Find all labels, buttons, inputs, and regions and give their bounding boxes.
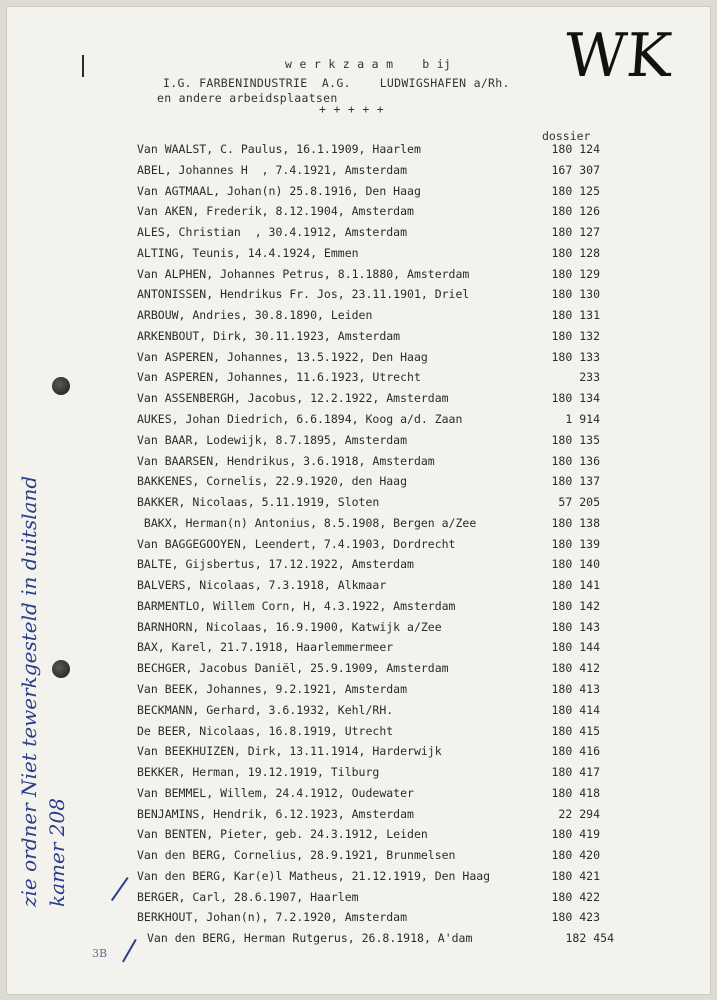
- dossier-number: [520, 412, 600, 426]
- dossier-prefix: 180: [551, 765, 573, 780]
- person-entry: Van AGTMAAL, Johan(n) 25.8.1916, Den Haag: [137, 183, 421, 198]
- dossier-suffix: 143: [579, 619, 600, 634]
- dossier-prefix: 180: [551, 723, 573, 738]
- dossier-suffix: 124: [579, 142, 600, 156]
- dossier-number: [520, 869, 600, 883]
- list-row: [7, 640, 710, 660]
- person-entry: BAKKER, Nicolaas, 5.11.1919, Sloten: [137, 495, 380, 510]
- dossier-number: [520, 225, 600, 239]
- person-entry: BECKMANN, Gerhard, 3.6.1932, Kehl/RH.: [137, 702, 394, 717]
- person-entry: Van ASSENBERGH, Jacobus, 12.2.1922, Amsterdam: [137, 391, 449, 406]
- person-entry: BAX, Karel, 21.7.1918, Haarlemmermeer: [137, 640, 394, 655]
- dossier-number: [520, 204, 600, 218]
- dossier-suffix: 423: [579, 910, 600, 925]
- dossier-column-header: dossier: [542, 129, 591, 143]
- dossier-prefix: 180: [551, 598, 573, 613]
- dossier-suffix: 421: [579, 868, 600, 883]
- dossier-prefix: 180: [551, 827, 573, 842]
- dossier-prefix: 180: [551, 183, 573, 198]
- dossier-number: [520, 661, 600, 675]
- dossier-prefix: 180: [551, 515, 573, 530]
- dossier-suffix: 138: [579, 515, 600, 530]
- dossier-prefix: 167: [551, 162, 573, 177]
- handwritten-margin-note: [17, 476, 69, 907]
- dossier-prefix: 180: [551, 204, 573, 219]
- dossier-suffix: 417: [579, 765, 600, 780]
- handwritten-initials: WK: [562, 21, 674, 91]
- dossier-number: [520, 287, 600, 301]
- dossier-number: [520, 910, 600, 924]
- dossier-prefix: 180: [551, 785, 573, 800]
- person-entry: Van BAGGEGOOYEN, Leendert, 7.4.1903, Dordrecht: [137, 536, 456, 551]
- list-row: [7, 703, 710, 723]
- person-entry: Van BEEK, Johannes, 9.2.1921, Amsterdam: [137, 682, 408, 697]
- list-row: [7, 433, 710, 453]
- dossier-prefix: 57: [558, 495, 573, 510]
- list-row: [7, 142, 710, 162]
- dossier-suffix: 420: [579, 848, 600, 863]
- dossier-suffix: 914: [579, 412, 600, 426]
- list-row: [7, 869, 710, 889]
- dossier-prefix: 180: [551, 640, 573, 655]
- dossier-number: [520, 807, 600, 821]
- dossier-number: [520, 474, 600, 488]
- list-row: [7, 744, 710, 764]
- person-entry: BALTE, Gijsbertus, 17.12.1922, Amsterdam: [137, 557, 414, 572]
- header-company: I.G. FARBENINDUSTRIE A.G. LUDWIGSHAFEN a/Rh.: [163, 76, 510, 90]
- dossier-number: [520, 765, 600, 779]
- dossier-number: [520, 557, 600, 571]
- person-entry: BAKX, Herman(n) Antonius, 8.5.1908, Bergen a/Zee: [137, 515, 477, 530]
- dossier-number: [520, 184, 600, 198]
- dossier-number: [520, 682, 600, 696]
- dossier-number: [534, 931, 614, 945]
- dossier-prefix: 180: [551, 536, 573, 551]
- person-entry: Van BEMMEL, Willem, 24.4.1912, Oudewater: [137, 785, 414, 800]
- dossier-prefix: 180: [551, 432, 573, 447]
- dossier-prefix: 180: [551, 702, 573, 717]
- person-entry: Van den BERG, Cornelius, 28.9.1921, Brunmelsen: [137, 848, 456, 863]
- dossier-prefix: 180: [551, 453, 573, 468]
- person-entry: Van BENTEN, Pieter, geb. 24.3.1912, Leiden: [137, 827, 428, 842]
- list-row: [7, 495, 710, 515]
- dossier-number: [520, 308, 600, 322]
- dossier-number: [520, 620, 600, 634]
- dossier-suffix: 141: [579, 578, 600, 593]
- dossier-suffix: 130: [579, 287, 600, 302]
- person-entry: BERGER, Carl, 28.6.1907, Haarlem: [137, 889, 359, 904]
- list-row: [7, 225, 710, 245]
- dossier-prefix: 180: [551, 619, 573, 634]
- dossier-number: [520, 827, 600, 841]
- list-row: [7, 287, 710, 307]
- dossier-suffix: 127: [579, 225, 600, 240]
- list-row: [7, 578, 710, 598]
- dossier-number: [520, 142, 600, 156]
- dossier-number: [520, 703, 600, 717]
- dossier-suffix: 307: [579, 162, 600, 177]
- dossier-prefix: 180: [551, 474, 573, 489]
- list-row: [7, 454, 710, 474]
- punch-hole-top: [52, 377, 70, 395]
- dossier-prefix: 180: [551, 848, 573, 863]
- list-row: [7, 267, 710, 287]
- dossier-suffix: 415: [579, 723, 600, 738]
- dossier-suffix: 454: [593, 931, 614, 946]
- dossier-suffix: 128: [579, 245, 600, 260]
- dossier-suffix: 140: [579, 557, 600, 572]
- dossier-prefix: 180: [551, 349, 573, 364]
- list-row: [7, 350, 710, 370]
- dossier-number: [520, 640, 600, 654]
- list-row: [7, 246, 710, 266]
- person-entry: ALES, Christian , 30.4.1912, Amsterdam: [137, 225, 408, 240]
- dossier-number: [520, 329, 600, 343]
- person-entry: AUKES, Johan Diedrich, 6.6.1894, Koog a/d. Zaan: [137, 412, 463, 426]
- dossier-prefix: 180: [551, 578, 573, 593]
- list-row: [7, 620, 710, 640]
- dossier-suffix: 419: [579, 827, 600, 842]
- list-row: [7, 412, 710, 432]
- person-entry: ALTING, Teunis, 14.4.1924, Emmen: [137, 245, 359, 260]
- list-row: [7, 765, 710, 785]
- list-row: [7, 163, 710, 183]
- document-page: [6, 6, 711, 995]
- person-entry: Van den BERG, Kar(e)l Matheus, 21.12.1919, Den Haag: [137, 868, 491, 883]
- dossier-number: [520, 578, 600, 592]
- list-row: [7, 724, 710, 744]
- dossier-number: [520, 724, 600, 738]
- dossier-prefix: 180: [551, 328, 573, 343]
- person-entry: BENJAMINS, Hendrik, 6.12.1923, Amsterdam: [137, 806, 414, 821]
- list-row: [7, 308, 710, 328]
- dossier-suffix: 137: [579, 474, 600, 489]
- dossier-number: [520, 786, 600, 800]
- list-row: [7, 599, 710, 619]
- dossier-suffix: 418: [579, 785, 600, 800]
- person-entry: ANTONISSEN, Hendrikus Fr. Jos, 23.11.1901, Driel: [137, 287, 470, 302]
- dossier-prefix: 180: [551, 910, 573, 925]
- list-row: [7, 370, 710, 390]
- dossier-suffix: 144: [579, 640, 600, 655]
- dossier-number: [520, 350, 600, 364]
- dossier-prefix: 180: [551, 557, 573, 572]
- list-row: [7, 910, 710, 930]
- person-entry: Van BEEKHUIZEN, Dirk, 13.11.1914, Harderwijk: [137, 744, 442, 759]
- dossier-suffix: 422: [579, 889, 600, 904]
- dossier-prefix: 180: [551, 682, 573, 697]
- dossier-prefix: 1: [565, 412, 573, 426]
- dossier-number: [520, 744, 600, 758]
- dossier-number: [520, 391, 600, 405]
- dossier-suffix: 416: [579, 744, 600, 759]
- list-row: [7, 682, 710, 702]
- dossier-suffix: 412: [579, 661, 600, 676]
- list-row: [7, 848, 710, 868]
- person-entry: Van AKEN, Frederik, 8.12.1904, Amsterdam: [137, 204, 414, 219]
- dossier-number: [520, 370, 600, 384]
- person-entry: BAKKENES, Cornelis, 22.9.1920, den Haag: [137, 474, 408, 489]
- list-row: [7, 204, 710, 224]
- list-row: [7, 329, 710, 349]
- list-row: [7, 931, 710, 951]
- dossier-prefix: 180: [551, 142, 573, 156]
- dossier-suffix: 136: [579, 453, 600, 468]
- dossier-number: [520, 495, 600, 509]
- dossier-number: [520, 516, 600, 530]
- list-row: [7, 184, 710, 204]
- person-entry: Van WAALST, C. Paulus, 16.1.1909, Haarlem: [137, 142, 421, 156]
- list-row: [7, 661, 710, 681]
- dossier-number: [520, 163, 600, 177]
- person-entry: ARKENBOUT, Dirk, 30.11.1923, Amsterdam: [137, 328, 401, 343]
- person-entry: BALVERS, Nicolaas, 7.3.1918, Alkmaar: [137, 578, 387, 593]
- dossier-suffix: 294: [579, 806, 600, 821]
- dossier-suffix: 233: [579, 370, 600, 385]
- dossier-prefix: 180: [551, 391, 573, 406]
- dossier-number: [520, 848, 600, 862]
- page-number: 3B: [92, 947, 108, 960]
- person-entry: ARBOUW, Andries, 30.8.1890, Leiden: [137, 308, 373, 323]
- dossier-suffix: 205: [579, 495, 600, 510]
- dossier-suffix: 413: [579, 682, 600, 697]
- person-entry: Van BAARSEN, Hendrikus, 3.6.1918, Amsterdam: [137, 453, 435, 468]
- dossier-suffix: 414: [579, 702, 600, 717]
- person-entry: Van ASPEREN, Johannes, 13.5.1922, Den Haag: [137, 349, 428, 364]
- header-line-3: en andere arbeidsplaatsen: [157, 91, 338, 105]
- dossier-suffix: 129: [579, 266, 600, 281]
- header-line-1: w e r k z a a m b ij: [285, 57, 452, 71]
- dossier-prefix: 182: [565, 931, 587, 946]
- list-row: [7, 827, 710, 847]
- person-entry: Van ASPEREN, Johannes, 11.6.1923, Utrecht: [137, 370, 421, 385]
- dossier-number: [520, 267, 600, 281]
- dossier-prefix: 180: [551, 744, 573, 759]
- list-row: [7, 516, 710, 536]
- dossier-number: [520, 454, 600, 468]
- dossier-number: [520, 537, 600, 551]
- person-entry: BARMENTLO, Willem Corn, H, 4.3.1922, Amsterdam: [137, 598, 456, 613]
- dossier-prefix: 180: [551, 245, 573, 260]
- dossier-prefix: 180: [551, 287, 573, 302]
- person-entry: BEKKER, Herman, 19.12.1919, Tilburg: [137, 765, 380, 780]
- person-entry: Van ALPHEN, Johannes Petrus, 8.1.1880, Amsterdam: [137, 266, 470, 281]
- person-entry: ABEL, Johannes H , 7.4.1921, Amsterdam: [137, 162, 408, 177]
- person-entry: BERKHOUT, Johan(n), 7.2.1920, Amsterdam: [137, 910, 408, 925]
- dossier-number: [520, 246, 600, 260]
- list-row: [7, 391, 710, 411]
- person-entry: Van den BERG, Herman Rutgerus, 26.8.1918, A'dam: [147, 931, 473, 946]
- dossier-suffix: 135: [579, 432, 600, 447]
- list-row: [7, 474, 710, 494]
- dossier-prefix: 180: [551, 308, 573, 323]
- list-row: [7, 786, 710, 806]
- person-entry: De BEER, Nicolaas, 16.8.1919, Utrecht: [137, 723, 394, 738]
- dossier-suffix: 132: [579, 328, 600, 343]
- margin-note-line-1: zie ordner Niet tewerkgesteld in duitsland: [17, 475, 41, 907]
- person-entry: BECHGER, Jacobus Daniël, 25.9.1909, Amsterdam: [137, 661, 449, 676]
- dossier-suffix: 134: [579, 391, 600, 406]
- dossier-suffix: 133: [579, 349, 600, 364]
- dossier-suffix: 139: [579, 536, 600, 551]
- dossier-suffix: 126: [579, 204, 600, 219]
- top-mark: [82, 55, 84, 77]
- margin-note-line-2: kamer 208: [45, 798, 69, 907]
- header-line-4: + + + + +: [319, 102, 385, 116]
- dossier-number: [520, 890, 600, 904]
- dossier-suffix: 131: [579, 308, 600, 323]
- dossier-prefix: 180: [551, 868, 573, 883]
- dossier-prefix: 180: [551, 266, 573, 281]
- dossier-number: [520, 599, 600, 613]
- dossier-prefix: 180: [551, 889, 573, 904]
- list-row: [7, 807, 710, 827]
- list-row: [7, 537, 710, 557]
- person-entry: Van BAAR, Lodewijk, 8.7.1895, Amsterdam: [137, 432, 408, 447]
- dossier-prefix: 180: [551, 661, 573, 676]
- dossier-suffix: 142: [579, 598, 600, 613]
- list-row: [7, 557, 710, 577]
- dossier-suffix: 125: [579, 183, 600, 198]
- dossier-prefix: 180: [551, 225, 573, 240]
- person-entry: BARNHORN, Nicolaas, 16.9.1900, Katwijk a/Zee: [137, 619, 442, 634]
- dossier-prefix: 22: [558, 806, 573, 821]
- dossier-number: [520, 433, 600, 447]
